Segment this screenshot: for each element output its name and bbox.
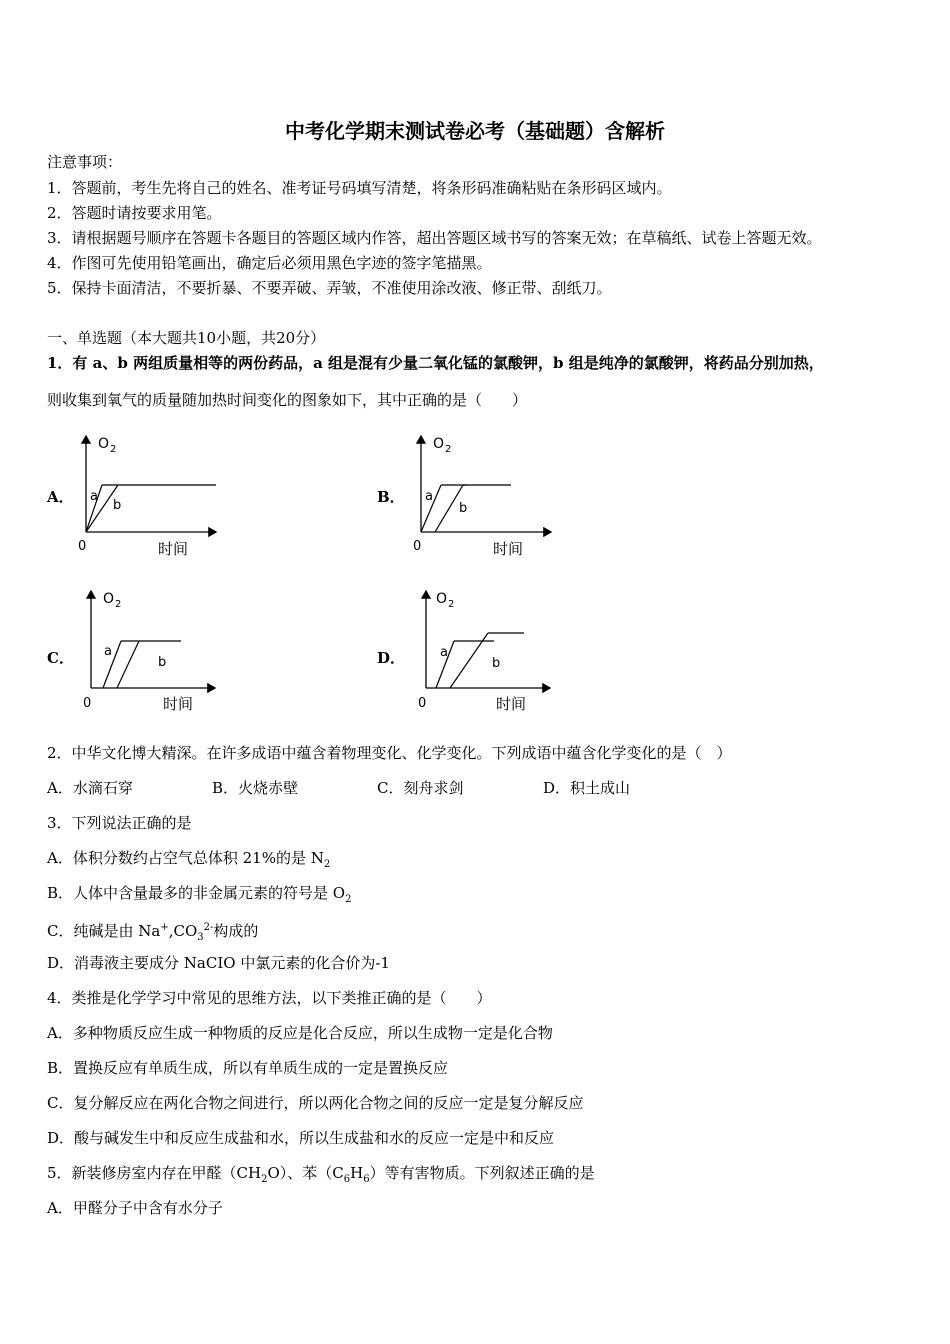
axis-x-label: 时间 bbox=[158, 540, 189, 558]
axis-y-sub: 2 bbox=[448, 599, 455, 610]
q4-option-c[interactable]: C．复分解反应在两化合物之间进行，所以两化合物之间的反应一定是复分解反应 bbox=[47, 1094, 584, 1112]
q1-option-d-label[interactable]: D． bbox=[377, 649, 406, 667]
origin-label: 0 bbox=[418, 696, 427, 711]
axis-x-label: 时间 bbox=[496, 695, 527, 713]
line-b bbox=[117, 641, 139, 688]
q3-option-c[interactable]: C．纯碱是由 $Na^+,CO_3^{2-}$构成的 bbox=[47, 922, 259, 943]
page-title: 中考化学期末测试卷必考（基础题）含解析 bbox=[285, 119, 665, 143]
origin-label: 0 bbox=[78, 539, 87, 554]
curve-b-label: b bbox=[459, 501, 468, 516]
q2-stem: 2．中华文化博大精深。在许多成语中蕴含着物理变化、化学变化。下列成语中蕴含化学变化的是（ ） bbox=[47, 744, 732, 762]
note-item: 4．作图可先使用铅笔画出，确定后必须用黑色字迹的签字笔描黑。 bbox=[47, 254, 492, 272]
origin-label: 0 bbox=[83, 696, 92, 711]
q1-graph-b bbox=[405, 430, 565, 560]
axis-x-label: 时间 bbox=[493, 540, 524, 558]
axis-y-label: O bbox=[433, 436, 445, 452]
q3-option-a[interactable]: A．体积分数约占空气总体积 21%的是 $N_2$ bbox=[47, 849, 331, 870]
q4-option-d[interactable]: D．酸与碱发生中和反应生成盐和水，所以生成盐和水的反应一定是中和反应 bbox=[47, 1129, 555, 1147]
note-item: 5．保持卡面清洁，不要折暴、不要弄破、弄皱，不准使用涂改液、修正带、刮纸刀。 bbox=[47, 279, 612, 297]
note-item: 1．答题前，考生先将自己的姓名、准考证号码填写清楚，将条形码准确粘贴在条形码区域内。 bbox=[47, 179, 672, 197]
notes-heading: 注意事项： bbox=[47, 153, 123, 171]
q3-option-d[interactable]: D．消毒液主要成分 NaCIO 中氯元素的化合价为-1 bbox=[47, 954, 390, 972]
curve-b-label: b bbox=[492, 656, 501, 671]
section-heading: 一、单选题（本大题共10小题，共20分） bbox=[47, 329, 326, 347]
q1-option-c-label[interactable]: C． bbox=[47, 649, 74, 667]
q5-stem: 5．新装修房室内存在甲醛$(CH_2O)$、苯$(C_6H_6)$等有害物质。下列叙述正确的是 bbox=[47, 1164, 595, 1185]
q2-option-c[interactable]: C．刻舟求剑 bbox=[377, 779, 464, 797]
q1-graph-d bbox=[410, 585, 570, 715]
q2-option-a[interactable]: A．水滴石穿 bbox=[47, 779, 133, 797]
axis-y-label: O bbox=[436, 591, 448, 607]
note-item: 2．答题时请按要求用笔。 bbox=[47, 204, 222, 222]
q2-option-b[interactable]: B．火烧赤壁 bbox=[212, 779, 299, 797]
q4-option-a[interactable]: A．多种物质反应生成一种物质的反应是化合反应，所以生成物一定是化合物 bbox=[47, 1024, 553, 1042]
curve-a-label: a bbox=[90, 489, 98, 504]
curve-a-label: a bbox=[440, 645, 448, 660]
axis-y-label: O bbox=[98, 436, 110, 452]
axis-y-label: O bbox=[103, 591, 115, 607]
axis-x-label: 时间 bbox=[163, 695, 194, 713]
q1-graph-a bbox=[70, 430, 230, 560]
q1-graph-c bbox=[75, 585, 235, 715]
curve-b-label: b bbox=[158, 655, 167, 670]
curve-b-label: b bbox=[113, 498, 122, 513]
origin-label: 0 bbox=[413, 539, 422, 554]
q1-option-b-label[interactable]: B． bbox=[377, 488, 405, 506]
q1-stem-line1: 1．有 a、b 两组质量相等的两份药品，a 组是混有少量二氧化锰的氯酸钾，b 组是纯净的氯酸钾，将药品分别加热， bbox=[47, 354, 824, 372]
q4-option-b[interactable]: B．置换反应有单质生成，所以有单质生成的一定是置换反应 bbox=[47, 1059, 449, 1077]
note-item: 3．请根据题号顺序在答题卡各题目的答题区域内作答，超出答题区域书写的答案无效；在草稿纸、试卷上答题无效。 bbox=[47, 229, 822, 247]
curve-a-label: a bbox=[104, 644, 112, 659]
curve-a-label: a bbox=[425, 489, 433, 504]
q3-option-b[interactable]: B．人体中含量最多的非金属元素的符号是 $O_2$ bbox=[47, 884, 352, 905]
axis-y-sub: 2 bbox=[445, 444, 452, 455]
axis-y-sub: 2 bbox=[115, 599, 122, 610]
q1-option-a-label[interactable]: A． bbox=[47, 488, 74, 506]
q2-option-d[interactable]: D．积土成山 bbox=[543, 779, 631, 797]
q5-option-a[interactable]: A．甲醛分子中含有水分子 bbox=[47, 1199, 223, 1217]
q3-stem: 3．下列说法正确的是 bbox=[47, 814, 192, 832]
q1-stem-line2: 则收集到氧气的质量随加热时间变化的图象如下，其中正确的是（ ） bbox=[47, 391, 528, 409]
axis-y-sub: 2 bbox=[110, 444, 117, 455]
q4-stem: 4．类推是化学学习中常见的思维方法，以下类推正确的是（ ） bbox=[47, 989, 492, 1007]
